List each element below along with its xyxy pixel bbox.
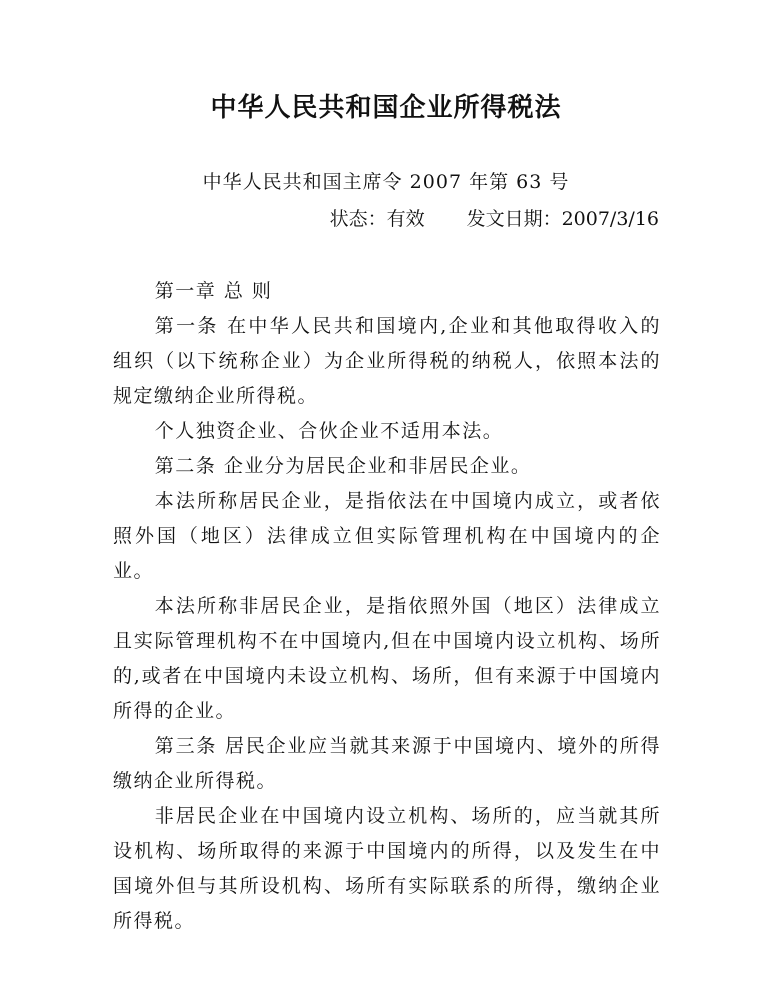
paragraph: 第二条 企业分为居民企业和非居民企业。 bbox=[154, 455, 532, 477]
status-label: 状态：有效 bbox=[329, 208, 425, 230]
document-title: 中华人民共和国企业所得税法 bbox=[210, 93, 562, 123]
paragraph: 第一条 在中华人民共和国境内,企业和其他取得收入的组织（以下统称企业）为企业所得税的纳税人，依照本法的规定缴纳企业所得税。 bbox=[113, 315, 661, 407]
issue-date: 发文日期：2007/3/16 bbox=[466, 208, 659, 230]
document-body bbox=[113, 274, 661, 939]
paragraph: 非居民企业在中国境内设立机构、场所的，应当就其所设机构、场所取得的来源于中国境内的所得，以及发生在中国境外但与其所设机构、场所有实际联系的所得，缴纳企业所得税。 bbox=[113, 805, 661, 932]
decree-number: 中华人民共和国主席令 2007 年第 63 号 bbox=[202, 171, 570, 193]
chapter-heading: 第一章 总 则 bbox=[154, 280, 273, 302]
document-meta bbox=[0, 204, 659, 234]
paragraph: 第三条 居民企业应当就其来源于中国境内、境外的所得缴纳企业所得税。 bbox=[113, 735, 661, 792]
paragraph: 本法所称居民企业，是指依法在中国境内成立，或者依照外国（地区）法律成立但实际管理机构在中国境内的企业。 bbox=[113, 490, 661, 582]
paragraph: 本法所称非居民企业，是指依照外国（地区）法律成立且实际管理机构不在中国境内,但在中国境内设立机构、场所的,或者在中国境内未设立机构、场所，但有来源于中国境内所得的企业。 bbox=[113, 595, 661, 722]
paragraph: 个人独资企业、合伙企业不适用本法。 bbox=[154, 420, 504, 442]
